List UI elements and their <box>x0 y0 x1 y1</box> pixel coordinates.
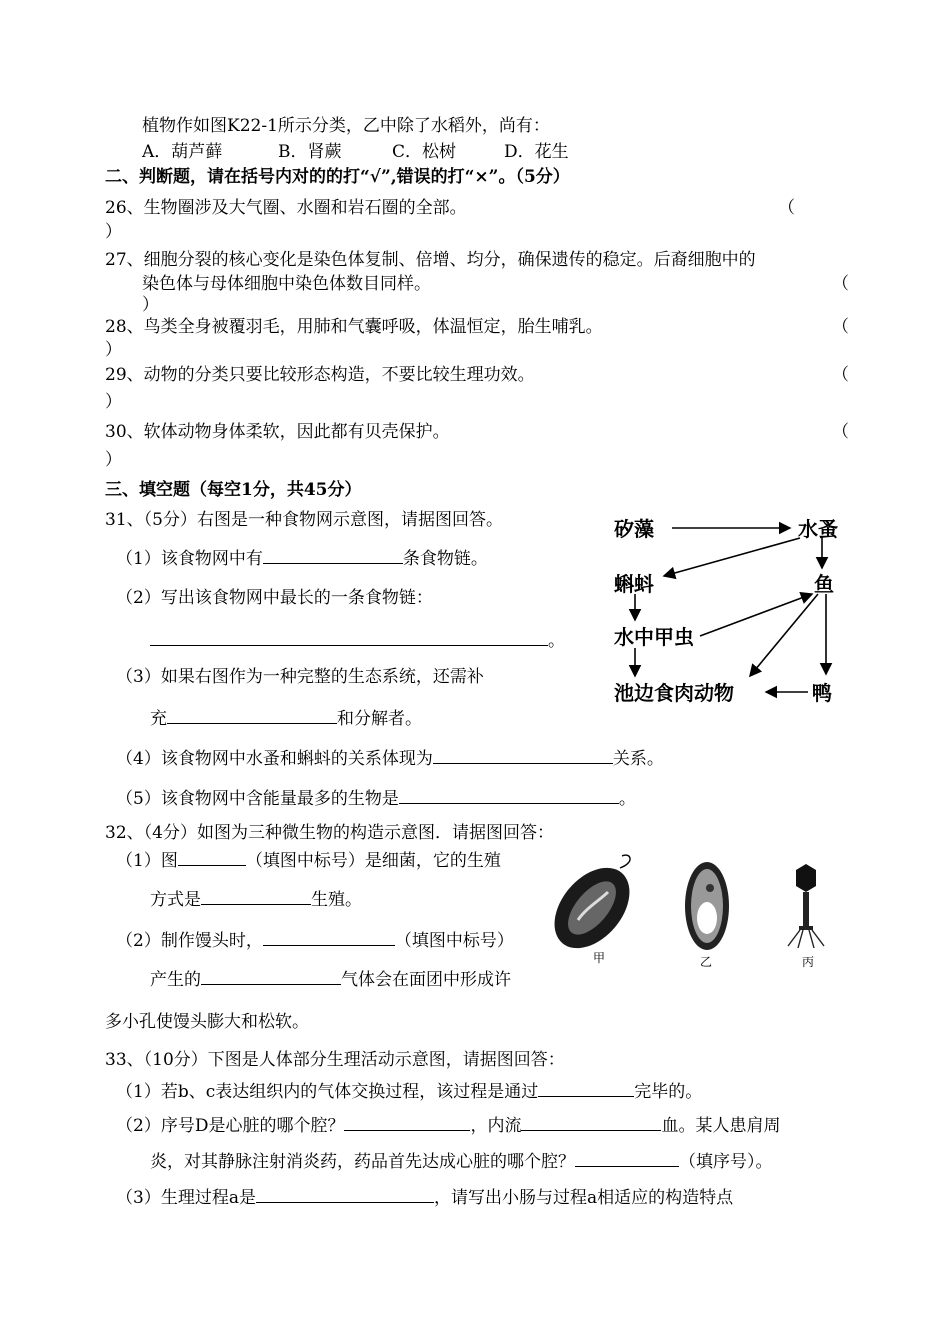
q28-paren-open: （ <box>832 317 849 337</box>
q33-part1: （1）若b、c表达组织内的气体交换过程，该过程是通过 完毕的。 <box>116 1082 703 1102</box>
q31-stem: 31、（5分）右图是一种食物网示意图，请据图回答。 <box>105 510 503 530</box>
q25-option-a: A．葫芦藓 <box>142 142 223 162</box>
q33-blank4[interactable] <box>575 1150 679 1167</box>
q29-paren-open: （ <box>832 365 849 385</box>
q32-part2: （2）制作馒头时， （填图中标号） <box>116 931 514 951</box>
node-fish: 鱼 <box>814 572 834 596</box>
q31-part4: （4）该食物网中水蚤和蝌蚪的关系体现为 关系。 <box>116 749 664 769</box>
q33-part2-line2: 炎，对其静脉注射消炎药，药品首先达成心脏的哪个腔？ （填序号）。 <box>150 1152 773 1172</box>
q31-part5: （5）该食物网中含能量最多的生物是 。 <box>116 789 636 809</box>
q33-blank3[interactable] <box>521 1114 661 1131</box>
q33-blank5[interactable] <box>256 1186 434 1203</box>
q29-paren-close: ） <box>105 392 122 412</box>
arrow-beetle-fish <box>700 594 812 636</box>
label-jia: 甲 <box>593 951 606 965</box>
q25-stem: 植物作如图K22-1所示分类，乙中除了水稻外，尚有： <box>142 116 550 136</box>
q31-part3: （3）如果右图作为一种完整的生态系统，还需补 <box>116 667 484 687</box>
section2-title: 二、判断题，请在括号内对的的打“√”,错误的打“×”。（5分） <box>105 167 570 187</box>
q30-text: 30、软体动物身体柔软，因此都有贝壳保护。 <box>105 422 450 442</box>
node-algae: 矽藻 <box>614 517 654 541</box>
q31-blank2[interactable] <box>150 629 548 646</box>
q27-paren-open: （ <box>832 274 849 294</box>
q31-blank1[interactable] <box>263 547 403 564</box>
node-beetle: 水中甲虫 <box>614 625 694 649</box>
q27-paren-close: ） <box>142 295 159 315</box>
node-duck: 鸭 <box>812 681 832 705</box>
q33-part2: （2）序号D是心脏的哪个腔？ ，内流 血。某人患肩周 <box>116 1116 781 1136</box>
node-carnivore: 池边食肉动物 <box>614 681 734 705</box>
q31-part2-line: 。 <box>150 629 565 651</box>
q31-part1: （1）该食物网中有 条食物链。 <box>116 549 488 569</box>
q29-text: 29、动物的分类只要比较形态构造，不要比较生理功效。 <box>105 365 535 385</box>
q26-paren-open: （ <box>778 198 795 218</box>
q32-blank2[interactable] <box>201 888 311 905</box>
bacterium-image <box>550 853 645 962</box>
microorganism-diagram <box>550 850 840 972</box>
q30-paren-open: （ <box>832 422 849 442</box>
yeast-image <box>685 862 729 950</box>
q33-stem: 33、（10分）下图是人体部分生理活动示意图，请据图回答： <box>105 1050 565 1070</box>
q32-blank3[interactable] <box>263 929 395 946</box>
node-tadpole: 蝌蚪 <box>614 572 654 596</box>
food-web-diagram <box>610 508 855 708</box>
q33-blank1[interactable] <box>538 1080 634 1097</box>
q31-part3-line: 充 和分解者。 <box>150 709 422 729</box>
section3-title: 三、填空题（每空1分，共45分） <box>105 480 362 500</box>
q31-part2: （2）写出该食物网中最长的一条食物链： <box>116 588 433 608</box>
q32-blank1[interactable] <box>178 849 246 866</box>
q32-part2-line3: 多小孔使馒头膨大和松软。 <box>105 1012 309 1032</box>
node-water-flea: 水蚤 <box>798 517 838 541</box>
q27-line1: 27、细胞分裂的核心变化是染色体复制、倍增、均分，确保遗传的稳定。后裔细胞中的 <box>105 250 756 270</box>
q28-text: 28、鸟类全身被覆羽毛，用肺和气囊呼吸，体温恒定，胎生哺乳。 <box>105 317 603 337</box>
q28-paren-close: ） <box>105 340 122 360</box>
q32-part2-line2: 产生的 气体会在面团中形成许 <box>150 970 511 990</box>
q25-option-c: C．松树 <box>392 142 457 162</box>
q26-text: 26、生物圈涉及大气圈、水圈和岩石圈的全部。 <box>105 198 467 218</box>
q32-stem: 32、（4分）如图为三种微生物的构造示意图．请据图回答： <box>105 823 554 843</box>
q27-line2: 染色体与母体细胞中染色体数目同样。 <box>142 274 431 294</box>
q31-blank4[interactable] <box>433 747 613 764</box>
virus-image <box>788 864 824 948</box>
q25-option-d: D．花生 <box>504 142 569 162</box>
q31-blank3[interactable] <box>167 707 337 724</box>
q30-paren-close: ） <box>105 450 122 470</box>
q26-paren-close: ） <box>105 222 122 242</box>
q32-blank4[interactable] <box>201 968 341 985</box>
q31-blank5[interactable] <box>399 787 619 804</box>
label-bing: 丙 <box>802 955 815 969</box>
q32-part1-line2: 方式是 生殖。 <box>150 890 362 910</box>
q33-blank2[interactable] <box>344 1114 470 1131</box>
q32-part1: （1）图 （填图中标号）是细菌，它的生殖 <box>116 851 501 871</box>
q33-part3: （3）生理过程a是 ，请写出小肠与过程a相适应的构造特点 <box>116 1188 734 1208</box>
arrow-flea-tadpole <box>664 538 800 576</box>
arrow-fish-carnivore <box>750 594 818 676</box>
label-yi: 乙 <box>700 955 713 969</box>
q25-option-b: B．肾蕨 <box>278 142 342 162</box>
